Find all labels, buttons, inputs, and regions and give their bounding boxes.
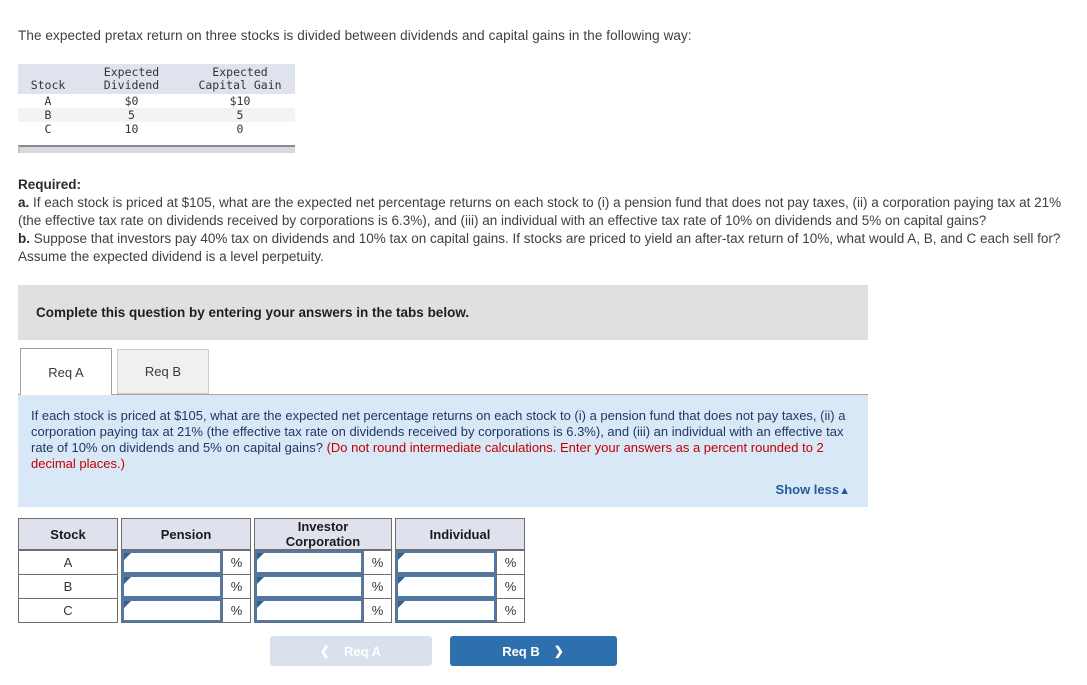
input-pension-b[interactable]: [124, 577, 220, 596]
answer-table: [15, 518, 528, 623]
intro-text: The expected pretax return on three stocks is divided between dividends and capital gains in the following way:: [18, 28, 692, 43]
chevron-right-icon: ❯: [553, 644, 564, 658]
cell-corner-marker-icon: [257, 553, 264, 560]
cell-corner-marker-icon: [257, 601, 264, 608]
part-a-label: a.: [18, 195, 30, 210]
cell-corner-marker-icon: [124, 601, 131, 608]
input-individual-a-box: [396, 551, 496, 574]
input-corporation-a[interactable]: [257, 553, 361, 572]
table-row: [18, 122, 295, 136]
answer-table-header-row: [18, 518, 525, 550]
instruction-bar: [18, 285, 868, 340]
cell-capital-gain: 5: [185, 108, 295, 122]
required-section: [18, 176, 1073, 266]
tab-req-b[interactable]: [117, 349, 209, 394]
percent-suffix: %: [496, 551, 524, 574]
prev-tab-button-label: Req A: [343, 643, 382, 659]
show-less-label: Show less: [775, 482, 840, 497]
input-corporation-c[interactable]: [257, 601, 361, 620]
input-pension-c[interactable]: [124, 601, 220, 620]
cell-stock: A: [44, 94, 52, 108]
header-individual: Individual: [395, 518, 525, 550]
percent-suffix: %: [363, 551, 391, 574]
next-tab-button-label: Req B: [502, 643, 540, 659]
row-label: C: [18, 599, 118, 623]
next-tab-button[interactable]: [450, 636, 617, 666]
percent-suffix: %: [363, 599, 391, 622]
percent-suffix: %: [496, 575, 524, 598]
cell-corner-marker-icon: [257, 577, 264, 584]
required-heading: Required:: [18, 177, 82, 192]
input-individual-c-box: [396, 599, 496, 622]
cell-corner-marker-icon: [124, 553, 131, 560]
horizontal-scrollbar[interactable]: [18, 145, 295, 153]
input-corporation-a-box: [255, 551, 363, 574]
percent-suffix: %: [222, 551, 250, 574]
cell-corner-marker-icon: [124, 577, 131, 584]
percent-suffix: %: [363, 575, 391, 598]
header-pension: Pension: [121, 518, 251, 550]
cell-stock: C: [44, 122, 52, 136]
required-part-a: [18, 194, 1073, 230]
header-investor-corporation: Investor Corporation: [254, 518, 392, 550]
tab-nav-buttons: [18, 636, 868, 666]
cell-capital-gain: 0: [236, 122, 244, 136]
answer-row-b: [18, 575, 525, 599]
cell-dividend: 10: [124, 122, 139, 136]
input-corporation-b[interactable]: [257, 577, 361, 596]
tab-req-a-label: Req A: [48, 364, 84, 380]
row-label: A: [18, 550, 118, 575]
question-panel: [18, 394, 868, 507]
cell-dividend: $0: [124, 94, 139, 108]
tab-req-b-label: Req B: [144, 364, 182, 379]
collapse-arrow-icon: ▲: [839, 485, 850, 497]
percent-suffix: %: [222, 599, 250, 622]
input-individual-a[interactable]: [398, 553, 494, 572]
cell-stock: B: [18, 108, 78, 122]
instruction-bar-text: Complete this question by entering your answers in the tabs below.: [36, 305, 470, 320]
chevron-left-icon: ❮: [319, 644, 330, 658]
input-individual-b-box: [396, 575, 496, 598]
rounding-instruction: (Do not round intermediate calculations. Enter your answers as a percent rounded to 2 decimal places.): [31, 440, 824, 471]
cell-dividend: 5: [78, 108, 185, 122]
input-pension-b-box: [122, 575, 222, 598]
cell-corner-marker-icon: [398, 577, 405, 584]
input-corporation-b-box: [255, 575, 363, 598]
stock-data-table: [18, 64, 295, 153]
tab-strip: [20, 348, 1073, 394]
percent-suffix: %: [496, 599, 524, 622]
part-b-label: b.: [18, 231, 30, 246]
col-header-expected-capital-gain: Expected Capital Gain: [185, 64, 295, 94]
show-less-row: [31, 481, 854, 499]
cell-capital-gain: $10: [229, 94, 251, 108]
input-pension-a[interactable]: [124, 553, 220, 572]
input-pension-c-box: [122, 599, 222, 622]
answer-row-c: [18, 599, 525, 623]
percent-suffix: %: [222, 575, 250, 598]
col-header-expected-dividend: Expected Dividend: [78, 64, 185, 94]
tab-req-a[interactable]: [20, 348, 112, 395]
answer-row-a: [18, 550, 525, 575]
input-individual-b[interactable]: [398, 577, 494, 596]
cell-corner-marker-icon: [398, 553, 405, 560]
part-b-text: Suppose that investors pay 40% tax on dividends and 10% tax on capital gains. If stocks are priced to yield an after-tax return of 10%, what would A, B, and C each sell for? Assume the expected dividend is a level perpetuity.: [18, 231, 1061, 264]
input-individual-c[interactable]: [398, 601, 494, 620]
prev-tab-button[interactable]: [270, 636, 432, 666]
cell-corner-marker-icon: [398, 601, 405, 608]
header-stock: Stock: [18, 518, 118, 550]
col-header-stock: Stock: [18, 64, 78, 94]
input-corporation-c-box: [255, 599, 363, 622]
input-pension-a-box: [122, 551, 222, 574]
question-text: [31, 408, 854, 472]
question-text-main: If each stock is priced at $105, what are the expected net percentage returns on each stock to (i) a pension fund that does not pay taxes, (ii) a corporation paying tax at 21% (the effective tax rate on dividends received by corporations is 6.3%), and (iii) an individual with an effective tax rate of 10% on dividends and 5% on capital gains?: [31, 408, 846, 455]
show-less-link[interactable]: [776, 482, 850, 497]
row-label: B: [18, 575, 118, 599]
required-part-b: [18, 230, 1073, 266]
part-a-text: If each stock is priced at $105, what are the expected net percentage returns on each stock to (i) a pension fund that does not pay taxes, (ii) a corporation paying tax at 21% (the effective tax rate on dividends received by corporations is 6.3%), and (iii) an individual with an effective tax rate of 10% on dividends and 5% on capital gains?: [18, 195, 1062, 228]
table-row: [18, 94, 295, 108]
table-row: [18, 108, 295, 122]
